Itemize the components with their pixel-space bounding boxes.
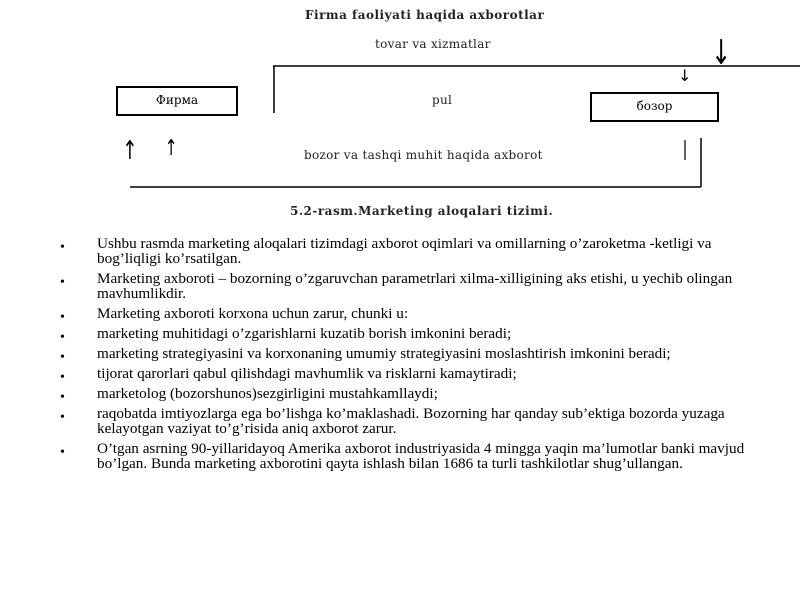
bullet-icon: • (60, 240, 65, 255)
bullet-icon: • (60, 275, 65, 290)
bullet-icon: • (60, 445, 65, 460)
list-item: • raqobatda imtiyozlarga ega bo’lishga ko’maklashadi. Bozorning har qanday sub’ektiga bozorda yuzaga kelayotgan vaziyat to’g’risida aniq axborot zarur. (60, 405, 725, 437)
bullet-icon: • (60, 410, 65, 425)
list-item: • Marketing axboroti – bozorning o’zgaruvchan parametrlari xilma-xilligining aks etishi, u yechib olingan mavhumlikdir. (60, 270, 733, 302)
firm-box: Фирма (116, 86, 238, 116)
list-item: • tijorat qarorlari qabul qilishdagi mavhumlik va risklarni kamaytiradi; (60, 365, 517, 385)
market-box: бозор (590, 92, 719, 122)
marketing-communication-diagram (0, 0, 800, 230)
bottom-flow-label: bozor va tashqi muhit haqida axborot (304, 148, 543, 162)
bullet-list (60, 236, 775, 476)
list-item: • Ushbu rasmda marketing aloqalari tizimdagi axborot oqimlari va omillarning o’zaroketma -ketligi va bog’liqligi ko’rsatilgan. (60, 235, 712, 267)
bullet-icon: • (60, 350, 65, 365)
bullet-icon: • (60, 370, 65, 385)
diagram-title: Firma faoliyati haqida axborotlar (305, 8, 545, 22)
arrow-up-icon: ↑ (122, 136, 138, 166)
list-item: • marketing strategiyasini va korxonaning umumiy strategiyasini moslashtirish imkonini beradi; (60, 345, 671, 365)
bullet-icon: • (60, 330, 65, 345)
bullet-icon: • (60, 390, 65, 405)
arrow-down-icon: ↓ (678, 66, 692, 85)
list-item: • O’tgan asrning 90-yillaridayoq Amerika axborot industriyasida 4 mingga yaqin ma’lumotlar banki mavjud bo’lgan. Bunda marketing axborotini qayta ishlash bilan 1686 ta turli tashkilotlar shug’ullangan. (60, 440, 745, 472)
list-item: • marketing muhitidagi o’zgarishlarni kuzatib borish imkonini beradi; (60, 325, 512, 345)
list-item: • marketolog (bozorshunos)sezgirligini mustahkamllaydi; (60, 385, 438, 405)
arrow-up-icon: ↑ (164, 136, 178, 161)
bullet-icon: • (60, 310, 65, 325)
top-flow-label: tovar va xizmatlar (375, 37, 491, 51)
diagram-caption: 5.2-rasm.Marketing aloqalari tizimi. (290, 204, 554, 218)
middle-flow-label: pul (432, 93, 453, 107)
list-item: • Marketing axboroti korxona uchun zarur, chunki u: (60, 305, 409, 325)
arrow-down-icon: ↓ (711, 33, 732, 73)
